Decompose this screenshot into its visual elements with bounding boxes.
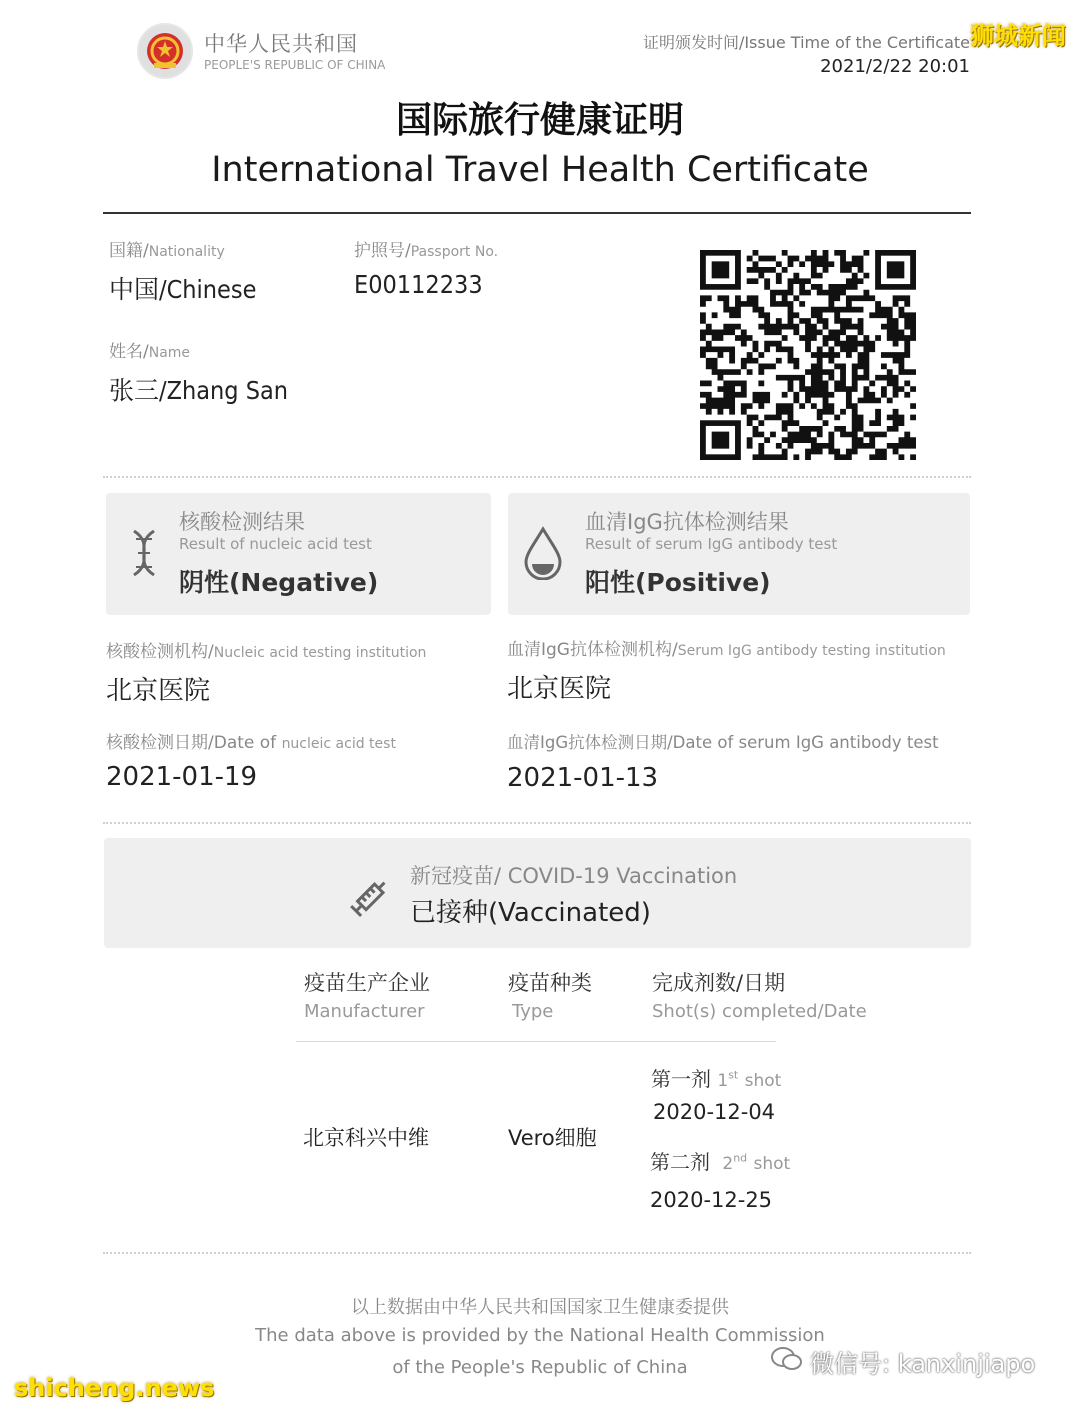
- syringe-icon: [346, 874, 396, 928]
- passport-label: 护照号/Passport No.: [354, 241, 499, 261]
- watermark-wechat: 微信号: kanxinjiapo: [770, 1344, 1035, 1379]
- antibody-title-cn: 血清IgG抗体检测结果: [585, 510, 789, 534]
- antibody-institution-value: 北京医院: [507, 674, 612, 704]
- qr-code-icon[interactable]: [700, 250, 916, 460]
- nucleic-institution-label: 核酸检测机构/Nucleic acid testing institution: [106, 642, 427, 662]
- nucleic-date-value: 2021-01-19: [106, 762, 258, 792]
- antibody-date-value: 2021-01-13: [507, 763, 659, 793]
- footer-line-cn: 以上数据由中华人民共和国国家卫生健康委提供: [351, 1297, 729, 1318]
- country-name-en: PEOPLE'S REPUBLIC OF CHINA: [204, 58, 386, 72]
- divider-dotted: [103, 1252, 971, 1254]
- footer-line-en-2: of the People's Republic of China: [392, 1357, 688, 1378]
- nucleic-acid-title-en: Result of nucleic acid test: [179, 535, 372, 553]
- nucleic-institution-value: 北京医院: [106, 676, 211, 706]
- nationality-label: 国籍/Nationality: [109, 241, 225, 261]
- table-divider: [296, 1041, 776, 1042]
- passport-value: E00112233: [354, 270, 483, 299]
- dna-icon: [122, 527, 166, 583]
- certificate-title-en: International Travel Health Certificate: [211, 150, 869, 190]
- watermark-bottom-left: shicheng.news: [14, 1374, 215, 1402]
- antibody-result: 阳性(Positive): [585, 568, 771, 597]
- certificate-title-cn: 国际旅行健康证明: [395, 100, 684, 141]
- header-divider: [103, 212, 971, 214]
- nucleic-acid-title-cn: 核酸检测结果: [179, 510, 305, 534]
- divider-dotted: [103, 822, 971, 824]
- watermark-top-right: 狮城新闻: [970, 22, 1066, 50]
- wechat-icon: [770, 1345, 804, 1379]
- issue-time-label: 证明颁发时间/Issue Time of the Certificate: [642, 33, 970, 52]
- column-shots-en: Shot(s) completed/Date: [652, 1001, 867, 1022]
- column-manufacturer-en: Manufacturer: [304, 1001, 425, 1022]
- antibody-result-card: [508, 493, 970, 615]
- column-type-en: Type: [512, 1001, 554, 1022]
- name-value: 张三/Zhang San: [109, 376, 289, 405]
- national-emblem-icon: [137, 23, 193, 79]
- vaccination-heading: 新冠疫苗/ COVID-19 Vaccination: [410, 864, 738, 888]
- antibody-institution-label: 血清IgG抗体检测机构/Serum IgG antibody testing institution: [507, 640, 946, 660]
- nucleic-acid-result: 阴性(Negative): [179, 568, 379, 597]
- antibody-date-label: 血清IgG抗体检测日期/Date of serum IgG antibody test: [507, 733, 939, 752]
- manufacturer-value: 北京科兴中维: [303, 1126, 429, 1150]
- blood-drop-icon: [522, 526, 564, 584]
- vaccination-status: 已接种(Vaccinated): [410, 898, 651, 928]
- name-label: 姓名/Name: [109, 342, 191, 362]
- second-shot-date: 2020-12-25: [650, 1188, 773, 1212]
- vaccine-type-value: Vero细胞: [508, 1126, 597, 1150]
- first-shot-date: 2020-12-04: [653, 1100, 776, 1124]
- country-name-cn: 中华人民共和国: [204, 32, 358, 56]
- divider-dotted: [103, 476, 971, 478]
- footer-line-en-1: The data above is provided by the National Health Commission: [255, 1325, 825, 1346]
- nationality-value: 中国/Chinese: [109, 275, 257, 304]
- second-shot-label: 第二剂 2nd shot: [650, 1150, 791, 1174]
- first-shot-label: 第一剂 1st shot: [651, 1067, 782, 1091]
- nucleic-date-label: 核酸检测日期/Date of nucleic acid test: [106, 733, 396, 753]
- issue-time-value: 2021/2/22 20:01: [820, 56, 970, 77]
- column-manufacturer-cn: 疫苗生产企业: [304, 971, 430, 995]
- vaccination-card: [104, 838, 971, 948]
- column-shots-cn: 完成剂数/日期: [652, 971, 786, 995]
- antibody-title-en: Result of serum IgG antibody test: [585, 535, 838, 553]
- column-type-cn: 疫苗种类: [508, 971, 592, 995]
- nucleic-acid-result-card: [106, 493, 491, 615]
